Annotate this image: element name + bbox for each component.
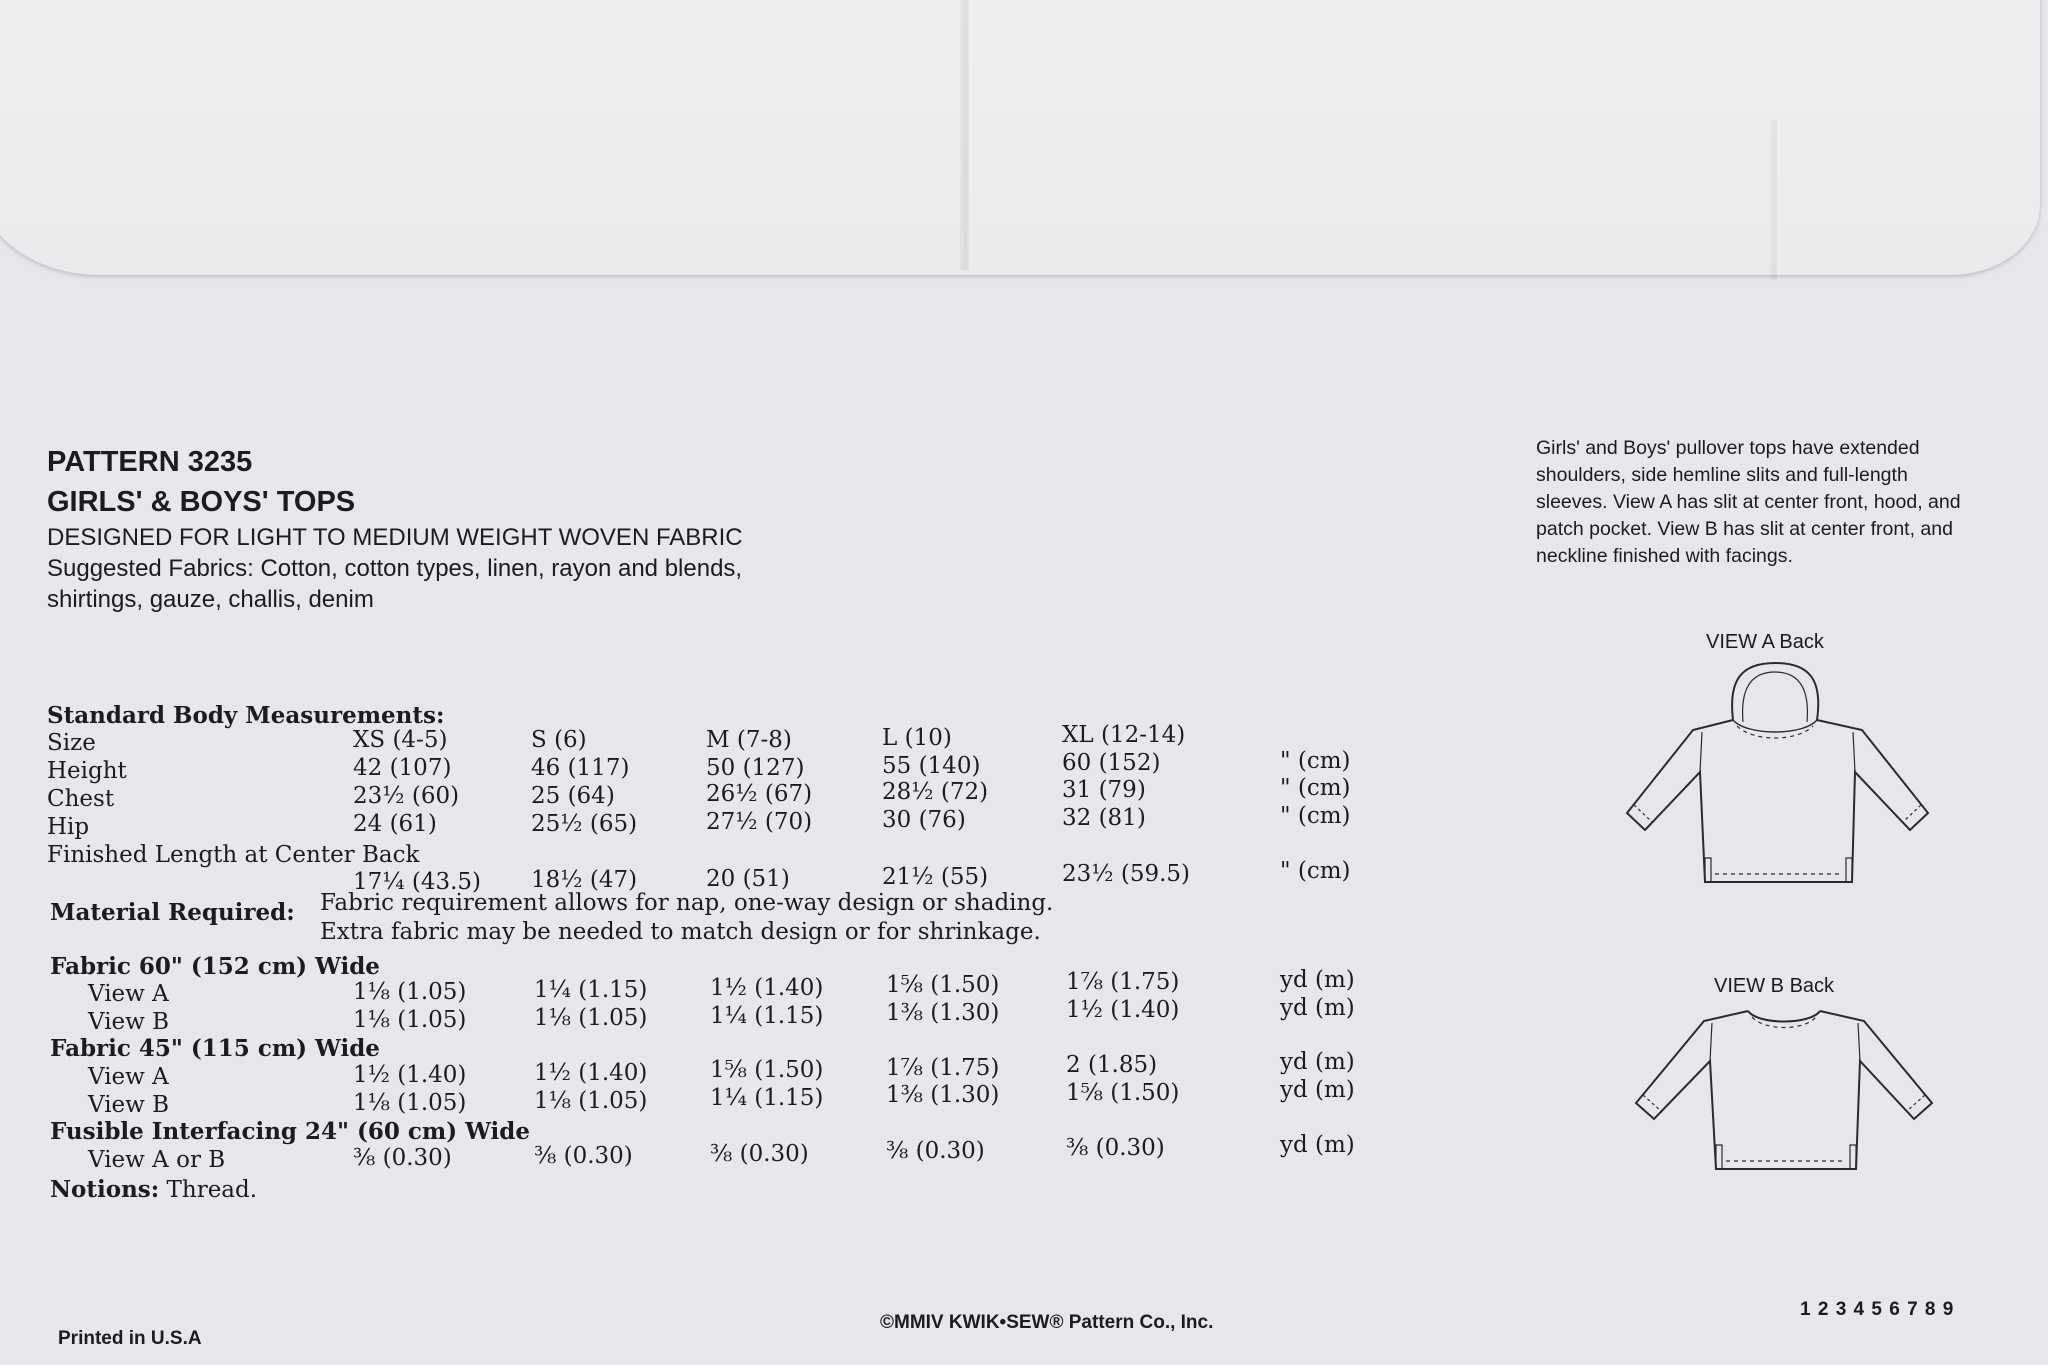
envelope-flap (0, 0, 2040, 275)
fabric45-view-b-unit: yd (m) (1280, 1077, 1355, 1103)
fabric45-heading: Fabric 45" (115 cm) Wide (50, 1035, 380, 1062)
fabric60-view-b-col-4: 1⅜ (1.30) (886, 1000, 1000, 1026)
chest-col-3: 26½ (67) (706, 781, 813, 807)
interfacing-col-4: ⅜ (0.30) (886, 1138, 985, 1164)
length-col-2: 18½ (47) (531, 867, 638, 893)
row-label-chest: Chest (47, 786, 115, 812)
notions-value: Thread. (166, 1177, 258, 1203)
fabric45-view-b-col-4: 1⅜ (1.30) (886, 1082, 1000, 1108)
designed-for: DESIGNED FOR LIGHT TO MEDIUM WEIGHT WOVEN FABRIC (47, 524, 743, 551)
height-col-3: 50 (127) (706, 755, 805, 781)
size-col-1: XS (4-5) (353, 727, 448, 753)
fabric60-view-a-col-5: 1⅞ (1.75) (1066, 969, 1180, 995)
interfacing-col-3: ⅜ (0.30) (710, 1141, 809, 1167)
chest-col-4: 28½ (72) (882, 779, 989, 805)
hip-col-1: 24 (61) (353, 811, 437, 837)
copyright: ©MMIV KWIK•SEW® Pattern Co., Inc. (880, 1312, 1214, 1333)
interfacing-col-5: ⅜ (0.30) (1066, 1135, 1165, 1161)
length-col-1: 17¼ (43.5) (353, 869, 482, 895)
material-note-1: Fabric requirement allows for nap, one-way design or shading. (320, 890, 1054, 916)
fabric45-view-a-col-2: 1½ (1.40) (534, 1060, 648, 1086)
suggested-fabrics-line1: Suggested Fabrics: Cotton, cotton types, linen, rayon and blends, (47, 555, 743, 582)
height-col-5: 60 (152) (1062, 750, 1161, 776)
interfacing-col-1: ⅜ (0.30) (353, 1145, 452, 1171)
suggested-fabrics-line2: shirtings, gauze, challis, denim (47, 586, 374, 613)
fabric60-view-a-label: View A (88, 981, 169, 1007)
view-a-label: VIEW A Back (1706, 631, 1824, 653)
length-unit: " (cm) (1280, 858, 1351, 884)
fabric45-view-a-col-5: 2 (1.85) (1066, 1052, 1158, 1078)
fabric60-view-b-label: View B (88, 1009, 170, 1035)
fabric45-view-a-col-4: 1⅞ (1.75) (886, 1055, 1000, 1081)
fabric60-view-a-col-1: 1⅛ (1.05) (353, 979, 467, 1005)
row-label-hip: Hip (47, 814, 90, 840)
fabric45-view-b-col-2: 1⅛ (1.05) (534, 1088, 648, 1114)
fabric60-view-a-col-4: 1⅝ (1.50) (886, 972, 1000, 998)
notions (50, 1176, 257, 1203)
hip-col-2: 25½ (65) (531, 811, 638, 837)
garment-description: Girls' and Boys' pullover tops have extended shoulders, side hemline slits and full-length sleeves. View A has slit at center front, hood, and patch pocket. View B has slit at center front, and neckline finished with facings. (1536, 437, 1961, 567)
length-col-4: 21½ (55) (882, 864, 989, 890)
fold-crease (1770, 120, 1780, 280)
notions-label: Notions: (50, 1176, 160, 1203)
fold-crease (960, 0, 972, 270)
fabric60-view-a-unit: yd (m) (1280, 967, 1355, 993)
fabric45-view-b-col-3: 1¼ (1.15) (710, 1085, 824, 1111)
material-label: Material Required: (50, 899, 295, 926)
size-col-3: M (7-8) (706, 727, 792, 753)
hip-col-5: 32 (81) (1062, 805, 1146, 831)
chest-col-5: 31 (79) (1062, 777, 1146, 803)
length-col-3: 20 (51) (706, 866, 790, 892)
interfacing-col-2: ⅜ (0.30) (534, 1143, 633, 1169)
fabric45-view-b-col-1: 1⅛ (1.05) (353, 1090, 467, 1116)
print-run-numbers: 1 2 3 4 5 6 7 8 9 (1800, 1299, 1955, 1320)
fabric60-view-b-col-2: 1⅛ (1.05) (534, 1005, 648, 1031)
height-col-4: 55 (140) (882, 753, 981, 779)
row-label-height: Height (47, 758, 127, 784)
measurements-heading: Standard Body Measurements: (47, 702, 445, 729)
size-col-4: L (10) (882, 725, 952, 751)
printed-in: Printed in U.S.A (58, 1328, 202, 1349)
chest-unit: " (cm) (1280, 775, 1351, 801)
interfacing-heading: Fusible Interfacing 24" (60 cm) Wide (50, 1118, 531, 1145)
pattern-header (47, 442, 743, 615)
chest-col-1: 23½ (60) (353, 783, 460, 809)
material-note-2: Extra fabric may be needed to match design or for shrinkage. (320, 919, 1041, 945)
row-label-size: Size (47, 730, 96, 756)
pattern-title: GIRLS' & BOYS' TOPS (47, 486, 356, 518)
fabric60-view-b-unit: yd (m) (1280, 995, 1355, 1021)
chest-col-2: 25 (64) (531, 783, 615, 809)
length-col-5: 23½ (59.5) (1062, 861, 1191, 887)
view-b-back-illustration (1634, 1003, 1934, 1173)
hip-col-3: 27½ (70) (706, 809, 813, 835)
hip-col-4: 30 (76) (882, 807, 966, 833)
fabric60-view-b-col-5: 1½ (1.40) (1066, 997, 1180, 1023)
size-col-2: S (6) (531, 727, 587, 753)
fabric60-view-a-col-2: 1¼ (1.15) (534, 977, 648, 1003)
fabric60-heading: Fabric 60" (152 cm) Wide (50, 953, 380, 980)
fabric45-view-b-label: View B (88, 1092, 170, 1118)
fabric45-view-a-unit: yd (m) (1280, 1049, 1355, 1075)
fabric45-view-a-col-1: 1½ (1.40) (353, 1062, 467, 1088)
size-col-5: XL (12-14) (1062, 722, 1186, 748)
view-a-back-illustration (1625, 660, 1930, 895)
interfacing-unit: yd (m) (1280, 1132, 1355, 1158)
view-b-label: VIEW B Back (1714, 975, 1835, 997)
fabric45-view-b-col-5: 1⅝ (1.50) (1066, 1080, 1180, 1106)
fabric60-view-b-col-1: 1⅛ (1.05) (353, 1007, 467, 1033)
fabric60-view-b-col-3: 1¼ (1.15) (710, 1003, 824, 1029)
height-col-2: 46 (117) (531, 755, 630, 781)
height-col-1: 42 (107) (353, 755, 452, 781)
fabric45-view-a-label: View A (88, 1064, 169, 1090)
height-unit: " (cm) (1280, 748, 1351, 774)
row-label-finished-length: Finished Length at Center Back (47, 842, 420, 868)
hip-unit: " (cm) (1280, 803, 1351, 829)
fabric60-view-a-col-3: 1½ (1.40) (710, 975, 824, 1001)
pattern-number: PATTERN 3235 (47, 446, 253, 478)
fabric45-view-a-col-3: 1⅝ (1.50) (710, 1057, 824, 1083)
interfacing-label: View A or B (88, 1147, 226, 1173)
